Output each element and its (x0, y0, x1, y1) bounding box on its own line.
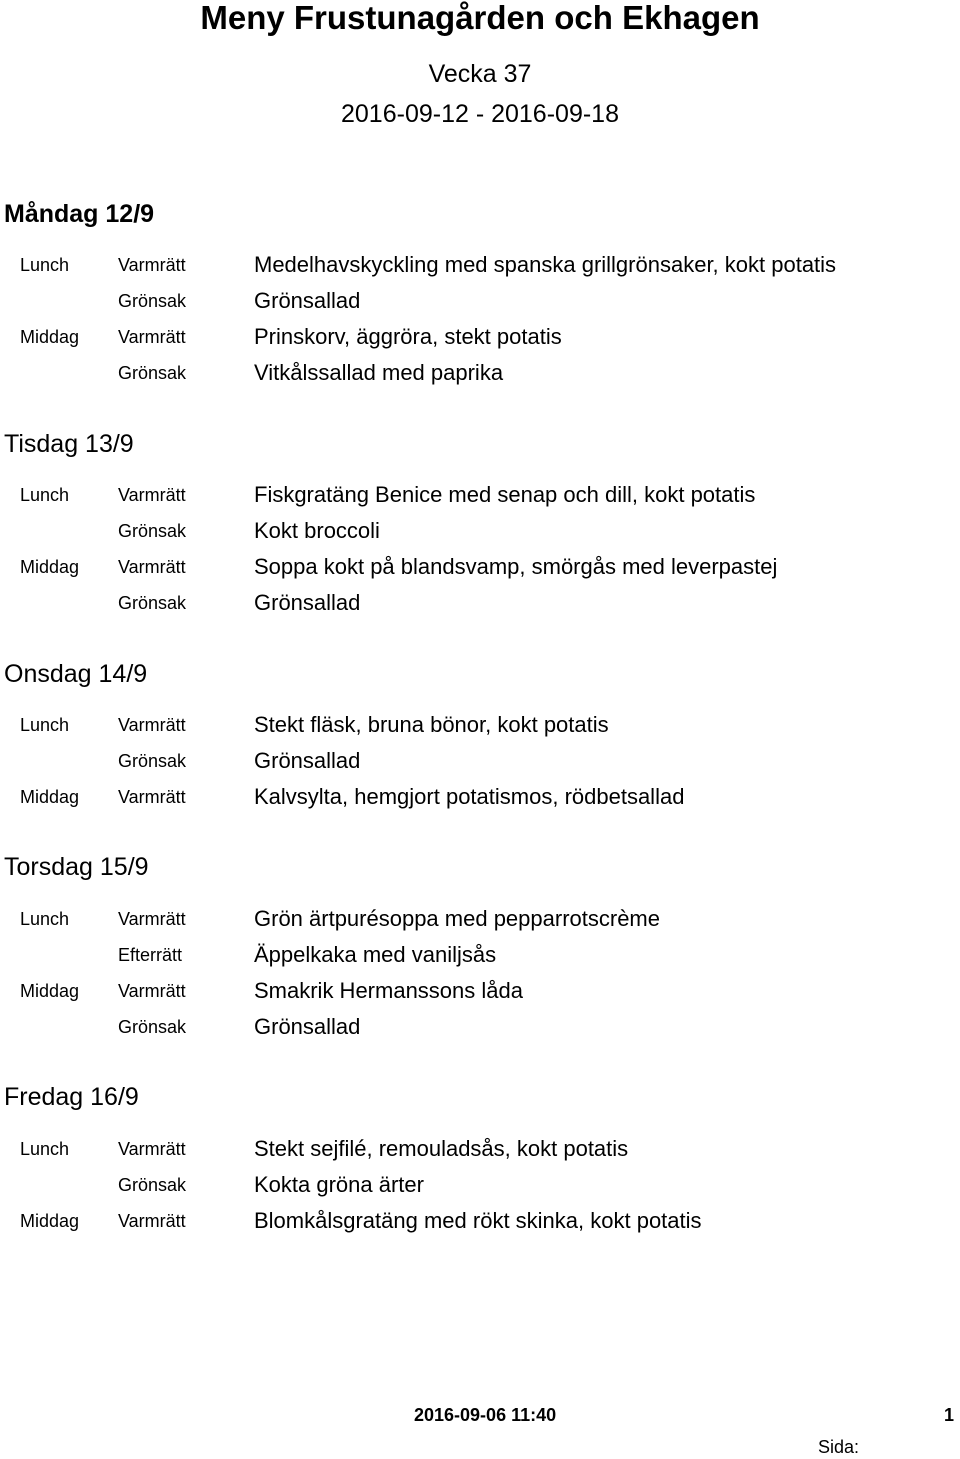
category-label: Efterrätt (118, 945, 183, 965)
meal-label: Lunch (20, 715, 70, 735)
category-label: Grönsak (118, 1175, 187, 1195)
menu-row (0, 1170, 960, 1206)
dish-text: Vitkålssallad med paprika (254, 360, 504, 385)
category-label: Grönsak (118, 1017, 187, 1037)
date-range: 2016-09-12 - 2016-09-18 (341, 100, 619, 128)
dish-text: Fiskgratäng Benice med senap och dill, kokt potatis (254, 482, 756, 507)
meal-label: Middag (20, 981, 80, 1001)
menu-row (0, 516, 960, 552)
day-title: Fredag 16/9 (4, 1083, 139, 1111)
dish-text: Äppelkaka med vaniljsås (254, 942, 497, 967)
category-label: Varmrätt (118, 1211, 186, 1231)
menu-row (0, 552, 960, 588)
meal-label: Middag (20, 327, 80, 347)
menu-row (0, 286, 960, 322)
category-label: Varmrätt (118, 557, 186, 577)
menu-row (0, 782, 960, 818)
meal-label: Lunch (20, 1139, 70, 1159)
page-label: Sida: (818, 1437, 860, 1457)
meal-label: Lunch (20, 909, 70, 929)
meal-label: Lunch (20, 255, 70, 275)
menu-row (0, 1134, 960, 1170)
day-title: Onsdag 14/9 (4, 660, 148, 688)
page-title: Meny Frustunagården och Ekhagen (200, 0, 760, 36)
dish-text: Medelhavskyckling med spanska grillgrönsaker, kokt potatis (254, 252, 837, 277)
category-label: Varmrätt (118, 1139, 186, 1159)
meal-label: Middag (20, 1211, 80, 1231)
menu-row (0, 1206, 960, 1242)
day-title: Måndag 12/9 (4, 200, 155, 228)
dish-text: Soppa kokt på blandsvamp, smörgås med leverpastej (254, 554, 778, 579)
day-title: Tisdag 13/9 (4, 430, 134, 458)
menu-row (0, 940, 960, 976)
category-label: Varmrätt (118, 981, 186, 1001)
category-label: Varmrätt (118, 787, 186, 807)
dish-text: Grönsallad (254, 288, 361, 313)
page-number: 1 (943, 1405, 954, 1425)
week-label: Vecka 37 (428, 60, 532, 88)
menu-row (0, 322, 960, 358)
dish-text: Stekt sejfilé, remouladsås, kokt potatis (254, 1136, 629, 1161)
dish-text: Kokt broccoli (254, 518, 380, 543)
menu-row (0, 250, 960, 286)
category-label: Grönsak (118, 291, 187, 311)
dish-text: Blomkålsgratäng med rökt skinka, kokt potatis (254, 1208, 702, 1233)
dish-text: Kalvsylta, hemgjort potatismos, rödbetsallad (254, 784, 685, 809)
menu-row (0, 1012, 960, 1048)
category-label: Varmrätt (118, 255, 186, 275)
menu-row (0, 904, 960, 940)
menu-row (0, 588, 960, 624)
category-label: Grönsak (118, 363, 187, 383)
dish-text: Grönsallad (254, 590, 361, 615)
dish-text: Prinskorv, äggröra, stekt potatis (254, 324, 562, 349)
dish-text: Stekt fläsk, bruna bönor, kokt potatis (254, 712, 609, 737)
category-label: Varmrätt (118, 327, 186, 347)
print-timestamp: 2016-09-06 11:40 (414, 1405, 557, 1425)
menu-row (0, 746, 960, 782)
category-label: Grönsak (118, 751, 187, 771)
dish-text: Smakrik Hermanssons låda (254, 978, 523, 1003)
category-label: Varmrätt (118, 715, 186, 735)
category-label: Grönsak (118, 593, 187, 613)
dish-text: Grönsallad (254, 748, 361, 773)
menu-row (0, 480, 960, 516)
category-label: Grönsak (118, 521, 187, 541)
day-title: Torsdag 15/9 (4, 853, 149, 881)
menu-row (0, 710, 960, 746)
dish-text: Grönsallad (254, 1014, 361, 1039)
meal-label: Lunch (20, 485, 70, 505)
dish-text: Grön ärtpurésoppa med pepparrotscrème (254, 906, 660, 931)
meal-label: Middag (20, 557, 80, 577)
dish-text: Kokta gröna ärter (254, 1172, 424, 1197)
category-label: Varmrätt (118, 485, 186, 505)
meal-label: Middag (20, 787, 80, 807)
menu-row (0, 358, 960, 394)
menu-row (0, 976, 960, 1012)
category-label: Varmrätt (118, 909, 186, 929)
